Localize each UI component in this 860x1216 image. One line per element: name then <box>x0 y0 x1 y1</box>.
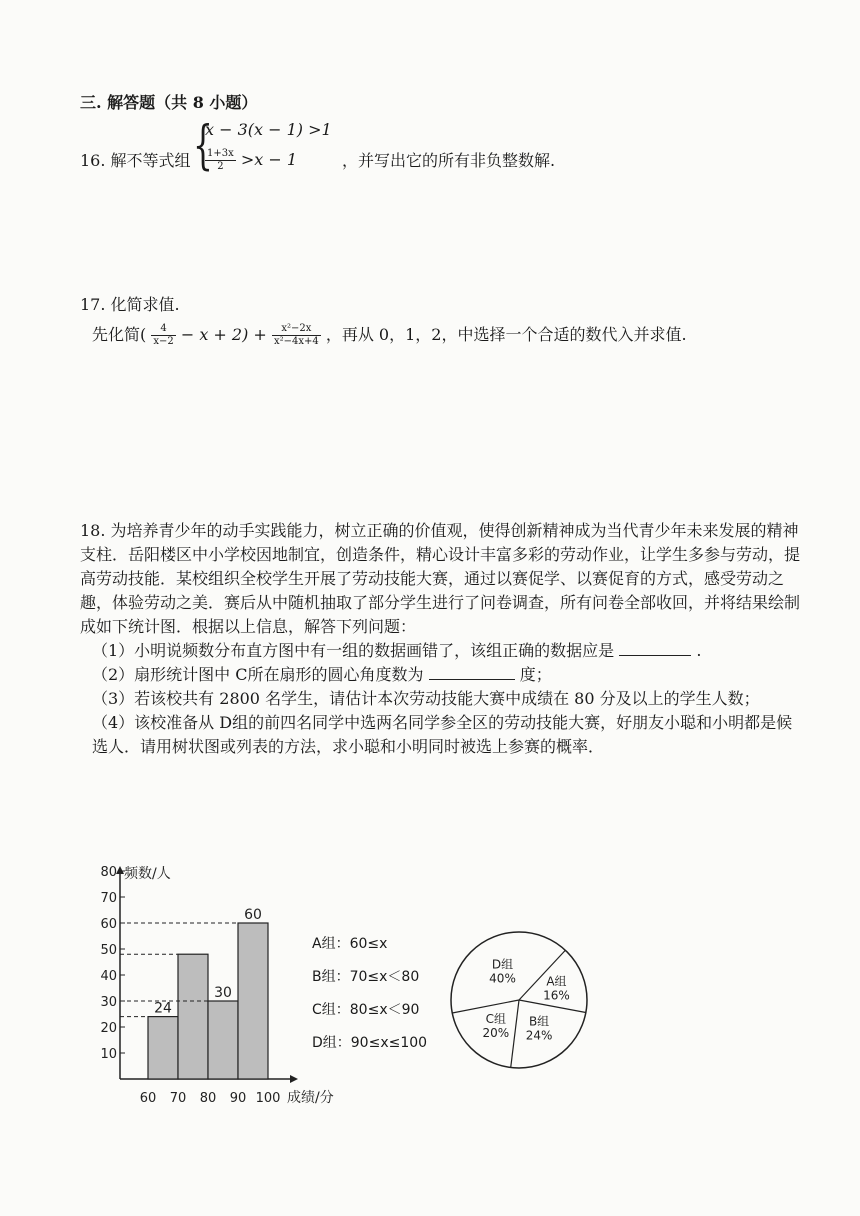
histogram-bar <box>148 1017 178 1079</box>
histogram-bar <box>208 1001 238 1079</box>
x-tick-label: 90 <box>229 1091 247 1106</box>
q18-intro: 18. 为培养青少年的动手实践能力，树立正确的价值观，使得创新精神成为当代青少年未来发展的精神支柱．岳阳楼区中小学校因地制宜，创造条件，精心设计丰富多彩的劳动作业，让学生多参与劳动，提高劳动技能．某校组织全校学生开展了劳动技能大赛，通过以赛促学、以赛促育的方式，感受劳动之趣，体验劳动之美．赛后从中随机抽取了部分学生进行了问卷调查，所有问卷全部收回，并将结果绘制成如下统计图．根据以上信息，解答下列问题： <box>80 521 801 636</box>
q16-inequality-2-rest: >x − 1 <box>240 150 298 169</box>
q18-part-1-text: （1）小明说频数分布直方图中有一组的数据画错了，该组正确的数据应是 <box>92 641 615 660</box>
fraction-denominator: x−2 <box>153 336 174 347</box>
fraction-numerator: 4 <box>151 323 175 336</box>
pie-slice-label: D组 <box>491 957 514 972</box>
q17-expression <box>92 322 687 348</box>
y-tick-label: 80 <box>100 865 117 880</box>
pie-slice-value: 40% <box>489 971 516 986</box>
question-18 <box>80 519 800 759</box>
bar-data-label: 30 <box>214 985 232 1001</box>
bar-data-label: 60 <box>244 907 262 923</box>
y-tick-label: 20 <box>100 1021 117 1036</box>
y-axis-title: 频数/人 <box>124 866 171 882</box>
q18-part-2-text: （2）扇形统计图中 C所在扇形的圆心角度数为 <box>92 665 424 684</box>
pie-slice-border <box>511 1000 519 1067</box>
fraction-numerator: x²−2x <box>272 323 321 336</box>
fraction-numerator: 1+3x <box>207 148 234 159</box>
legend-item-c: C组：80≤x＜90 <box>312 1002 420 1018</box>
q17-prefix: 先化简( <box>92 325 147 344</box>
y-tick-label: 50 <box>100 943 117 958</box>
x-tick-label: 70 <box>169 1091 187 1106</box>
pie-slice-label: C组 <box>485 1011 507 1026</box>
q18-part-2 <box>80 663 800 687</box>
q16-inequality-2 <box>205 148 297 173</box>
pie-slice-value: 24% <box>525 1028 553 1043</box>
q17-instruction: ，再从 0，1，2，中选择一个合适的数代入并求值. <box>325 325 687 344</box>
answer-blank-2[interactable] <box>429 665 515 680</box>
legend-item-d: D组：90≤x≤100 <box>312 1035 428 1051</box>
y-tick-label: 40 <box>100 969 117 984</box>
q16-inequality-1: x − 3(x − 1) >1 <box>205 120 332 139</box>
x-tick-label: 100 <box>255 1091 281 1106</box>
y-tick-label: 70 <box>100 891 117 906</box>
q17-middle: − x + 2) + <box>180 325 267 344</box>
y-tick-label: 10 <box>100 1047 117 1062</box>
x-axis-title: 成绩/分 <box>287 1090 334 1106</box>
fraction-denominator: x²−4x+4 <box>273 336 319 347</box>
section-title: 三. 解答题（共 8 小题） <box>80 93 258 112</box>
q16-fraction <box>205 148 236 173</box>
q18-part-1 <box>80 639 800 663</box>
q18-part-2-end: 度； <box>519 665 552 684</box>
pie-slice-value: 16% <box>543 988 570 1003</box>
fraction-denominator: 2 <box>217 161 224 172</box>
answer-blank-1[interactable] <box>619 641 691 656</box>
q17-title: 17. 化简求值. <box>80 295 180 314</box>
pie-slice-label: A组 <box>546 974 567 989</box>
pie-chart <box>440 920 600 1080</box>
pie-slice-value: 20% <box>482 1025 510 1040</box>
group-legend <box>312 928 427 1060</box>
y-tick-label: 60 <box>100 917 117 932</box>
q17-fraction-1 <box>151 323 175 348</box>
pie-slice-label: B组 <box>528 1014 550 1029</box>
x-tick-label: 80 <box>199 1091 217 1106</box>
bar-data-label: 24 <box>154 1000 172 1017</box>
histogram-bar <box>178 954 208 1079</box>
q18-part-1-end: . <box>696 641 702 660</box>
q18-part-4: （4）该校准备从 D组的前四名同学中选两名同学参全区的劳动技能大赛，好朋友小聪和小明都是候选人．请用树状图或列表的方法，求小聪和小明同时被选上参赛的概率． <box>92 713 793 756</box>
q16-label: 16. 解不等式组 <box>80 151 191 170</box>
x-axis-arrow <box>290 1075 298 1083</box>
q16-instruction: ，并写出它的所有非负整数解. <box>342 151 556 170</box>
brace-symbol: { <box>193 116 213 176</box>
legend-item-b: B组：70≤x＜80 <box>312 969 420 985</box>
histogram-bar <box>238 923 268 1079</box>
q18-part-3: （3）若该校共有 2800 名学生，请估计本次劳动技能大赛中成绩在 80 分及以上的学生人数； <box>92 689 760 708</box>
y-axis-arrow <box>116 866 124 874</box>
x-tick-label: 60 <box>139 1091 157 1106</box>
q17-fraction-2 <box>272 323 321 348</box>
y-tick-label: 30 <box>100 995 117 1010</box>
legend-item-a: A组：60≤x <box>312 936 388 952</box>
